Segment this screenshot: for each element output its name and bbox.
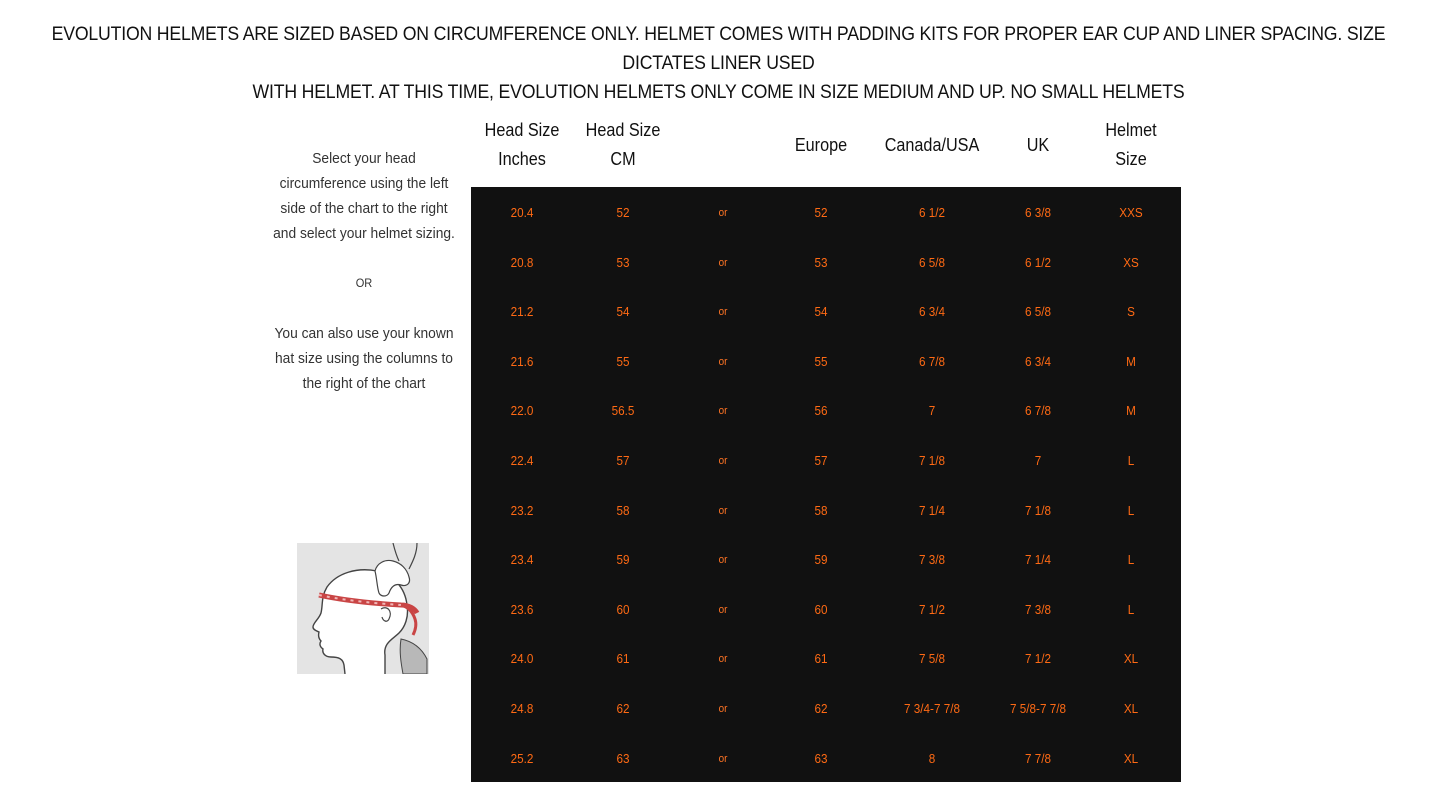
header-helmet-size [1086,116,1176,174]
cell-helmet: L [1127,601,1135,617]
cell-helmet: XL [1123,701,1139,716]
table-row [471,649,1181,669]
cell-canada-usa: 6 3/4 [918,304,946,320]
cell-cm: 56.5 [611,403,635,419]
cell-or: or [718,703,728,715]
cell-inches: 22.4 [510,453,534,468]
cell-inches: 24.8 [510,701,534,716]
cell-helmet: L [1127,552,1135,568]
table-row [471,203,1181,223]
table-row [471,253,1181,273]
instructions-line: side of the chart to the right [280,200,448,217]
table-row [471,550,1181,570]
cell-or: or [718,455,728,467]
cell-helmet: M [1126,403,1136,419]
cell-europe: 57 [814,453,828,468]
header-canada-usa: Canada/USA [884,135,980,155]
table-row [471,600,1181,620]
cell-cm: 52 [616,205,630,220]
cell-inches: 21.6 [510,353,534,369]
instructions-paragraph-1 [270,146,458,246]
cell-inches: 23.4 [510,552,534,568]
cell-inches: 25.2 [510,750,534,766]
sizing-notice-line-1: EVOLUTION HELMETS ARE SIZED BASED ON CIRCUMFERENCE ONLY. HELMET COMES WITH PADDING KITS FOR PROPER EAR CUP AND LINER SPACING. SIZE DICTATES LINER USED [51,24,1386,74]
cell-uk: 6 1/2 [1024,254,1052,270]
instructions-line: Select your head [312,150,416,167]
header-europe: Europe [794,135,848,155]
instructions-paragraph-2 [270,321,458,396]
header-line: Inches [498,149,546,169]
header-uk: UK [1026,135,1050,155]
table-row [471,699,1181,719]
header-line: Head Size [484,120,560,140]
cell-or: or [718,306,728,319]
header-line: CM [610,149,636,169]
cell-canada-usa: 8 [928,750,936,766]
cell-or: or [718,603,728,616]
cell-helmet: XL [1123,750,1139,766]
cell-or: or [718,653,728,666]
cell-canada-usa: 7 3/8 [918,552,946,568]
cell-canada-usa: 6 7/8 [918,353,946,369]
cell-or: or [718,504,728,517]
cell-cm: 58 [616,502,630,518]
cell-europe: 61 [814,651,828,667]
table-row [471,501,1181,521]
cell-europe: 63 [814,750,828,766]
cell-uk: 6 3/8 [1024,205,1052,220]
cell-uk: 6 7/8 [1024,403,1052,419]
header-head-size-cm [578,116,668,174]
cell-canada-usa: 7 3/4-7 7/8 [904,701,960,716]
instructions-line: and select your helmet sizing. [273,225,455,242]
instructions-or-label: OR [355,276,373,290]
cell-helmet: XL [1123,651,1139,667]
cell-cm: 57 [616,453,630,468]
cell-cm: 61 [616,651,630,667]
cell-helmet: S [1127,304,1135,320]
cell-uk: 7 1/8 [1024,502,1052,518]
instructions-line: You can also use your known [274,325,454,342]
cell-helmet: L [1127,453,1135,468]
cell-inches: 24.0 [510,651,534,667]
cell-or: or [718,256,728,269]
cell-europe: 59 [814,552,828,568]
cell-inches: 20.8 [510,254,534,270]
cell-cm: 55 [616,353,630,369]
cell-cm: 59 [616,552,630,568]
cell-cm: 53 [616,254,630,270]
cell-cm: 63 [616,750,630,766]
cell-cm: 62 [616,701,630,716]
cell-canada-usa: 7 1/8 [918,453,946,468]
cell-canada-usa: 6 5/8 [918,254,946,270]
header-head-size-inches [477,116,567,174]
cell-helmet: L [1127,502,1135,518]
sizing-notice-line-2: WITH HELMET. AT THIS TIME, EVOLUTION HELMETS ONLY COME IN SIZE MEDIUM AND UP. NO SMALL HELMETS [252,82,1185,103]
table-row [471,352,1181,372]
cell-europe: 60 [814,601,828,617]
instructions-line: the right of the chart [302,375,426,392]
size-chart-table [471,187,1181,782]
cell-canada-usa: 6 1/2 [918,205,946,220]
cell-helmet: XXS [1119,205,1143,220]
cell-europe: 62 [814,701,828,716]
cell-inches: 22.0 [510,403,534,419]
table-row [471,302,1181,322]
header-line: Size [1115,149,1147,169]
header-line: Helmet [1105,120,1157,140]
cell-cm: 60 [616,601,630,617]
cell-canada-usa: 7 5/8 [918,651,946,667]
cell-or: or [718,405,728,418]
sizing-notice [50,20,1386,107]
cell-helmet: M [1126,353,1136,369]
cell-inches: 20.4 [510,205,534,220]
cell-cm: 54 [616,304,630,320]
cell-or: or [718,554,728,567]
table-row [471,401,1181,421]
sizing-instructions [270,146,458,396]
instructions-line: circumference using the left [279,175,449,192]
cell-canada-usa: 7 1/4 [918,502,946,518]
cell-europe: 56 [814,403,828,419]
cell-inches: 23.6 [510,601,534,617]
cell-uk: 7 1/2 [1024,651,1052,667]
cell-inches: 23.2 [510,502,534,518]
measuring-tape-icon [297,543,429,674]
cell-or: or [718,207,728,219]
cell-uk: 6 5/8 [1024,304,1052,320]
cell-canada-usa: 7 [928,403,936,419]
cell-helmet: XS [1123,254,1139,270]
cell-uk: 7 5/8-7 7/8 [1010,701,1066,716]
cell-or: or [718,752,728,765]
cell-uk: 7 [1034,453,1042,468]
cell-or: or [718,355,728,368]
cell-uk: 6 3/4 [1024,353,1052,369]
cell-uk: 7 1/4 [1024,552,1052,568]
table-row [471,749,1181,769]
cell-europe: 55 [814,353,828,369]
cell-inches: 21.2 [510,304,534,320]
header-line: Head Size [585,120,661,140]
cell-uk: 7 7/8 [1024,750,1052,766]
cell-europe: 53 [814,254,828,270]
head-measuring-tape-illustration [297,543,429,674]
table-row [471,451,1181,471]
cell-uk: 7 3/8 [1024,601,1052,617]
cell-europe: 54 [814,304,828,320]
cell-europe: 52 [814,205,828,220]
cell-canada-usa: 7 1/2 [918,601,946,617]
instructions-line: hat size using the columns to [275,350,453,367]
cell-europe: 58 [814,502,828,518]
